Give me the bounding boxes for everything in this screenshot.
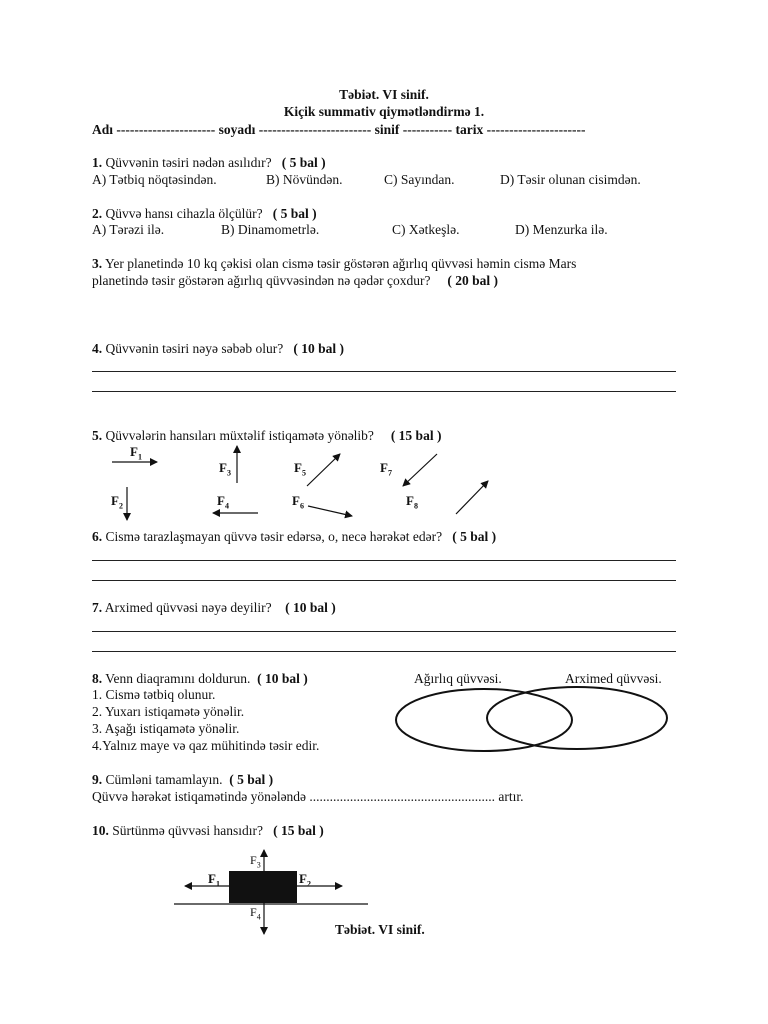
force-label-f6: $F_6$ [292, 493, 304, 511]
question-10 [92, 822, 324, 839]
venn-circle-left [396, 689, 572, 751]
q1-option-c: C) Sayından. [384, 172, 455, 187]
q2-option-c: C) Xətkeşlə. [392, 222, 460, 237]
question-points: ( 5 bal ) [229, 772, 274, 787]
question-2 [92, 205, 317, 222]
question-text: Qüvvə hansı cihazla ölçülür? [102, 206, 263, 221]
question-7 [92, 599, 336, 616]
question-3-line2 [92, 272, 498, 289]
question-number: 2. [92, 206, 103, 221]
question-number: 4. [92, 341, 103, 356]
force-label-f7: $F_7$ [380, 460, 392, 478]
page-title: Təbiət. VI sinif. [339, 87, 429, 102]
force-label-f8: $F_8$ [406, 493, 418, 511]
question-3 [92, 255, 576, 272]
q1-option-b: B) Növündən. [266, 172, 343, 187]
friction-label-f1: $F_1$ [208, 871, 220, 889]
answer-line [92, 560, 676, 561]
q8-item-3: 3. Aşağı istiqamətə yönəlir. [92, 721, 240, 736]
question-9 [92, 771, 273, 788]
friction-label-f4: $F_4$ [250, 905, 261, 922]
question-text: Qüvvənin təsiri nədən asılıdır? [102, 155, 272, 170]
block [229, 871, 297, 903]
question-8 [92, 670, 308, 687]
question-1 [92, 154, 326, 171]
q1-option-a: A) Tətbiq nöqtəsindən. [92, 172, 217, 187]
question-number: 5. [92, 428, 103, 443]
venn-label-right: Arximed qüvvəsi. [565, 671, 662, 686]
arrow-f8 [456, 481, 488, 514]
question-4 [92, 340, 344, 357]
question-points: ( 5 bal ) [452, 529, 497, 544]
question-points: ( 10 bal ) [257, 671, 308, 686]
q2-option-a: A) Tərəzi ilə. [92, 222, 165, 237]
question-number: 10. [92, 823, 109, 838]
question-text: Cismə tarazlaşmayan qüvvə təsir edərsə, o, necə hərəkət edər? [102, 529, 443, 544]
force-label-f1: $F_1$ [130, 444, 142, 462]
question-text: Sürtünmə qüvvəsi hansıdır? [108, 823, 263, 838]
question-text: Arximed qüvvəsi nəyə deyilir? [102, 600, 272, 615]
question-6 [92, 528, 496, 545]
question-number: 8. [92, 671, 103, 686]
question-number: 3. [92, 256, 103, 271]
answer-line [92, 651, 676, 652]
venn-circle-right [487, 687, 667, 749]
arrow-f5 [307, 454, 340, 486]
force-label-f4: $F_4$ [217, 493, 229, 511]
answer-line [92, 580, 676, 581]
q8-item-4: 4.Yalnız maye və qaz mühitində təsir edir. [92, 738, 320, 753]
question-text-line2: planetində təsir göstərən ağırlıq qüvvəsindən nə qədər çoxdur? [92, 273, 431, 288]
question-number: 1. [92, 155, 103, 170]
question-text: Cümləni tamamlayın. [102, 772, 223, 787]
question-points: ( 10 bal ) [285, 600, 336, 615]
venn-diagram [392, 684, 682, 754]
question-text: Venn diaqramını doldurun. [102, 671, 251, 686]
arrow-f6 [308, 506, 352, 516]
student-info-fields: Adı ---------------------- soyadı ------------------------- sinif ----------- tarix ---------------------- [92, 122, 586, 137]
question-points: ( 5 bal ) [281, 155, 326, 170]
force-label-f3: $F_3$ [219, 460, 231, 478]
question-points: ( 20 bal ) [447, 273, 499, 288]
question-text: Qüvvənin təsiri nəyə səbəb olur? [102, 341, 284, 356]
question-points: ( 15 bal ) [273, 823, 324, 838]
force-label-f2: $F_2$ [111, 493, 123, 511]
question-points: ( 10 bal ) [293, 341, 344, 356]
force-label-f5: $F_5$ [294, 460, 306, 478]
friction-label-f2: $F_2$ [299, 871, 311, 889]
question-text: Qüvvələrin hansıları müxtəlif istiqamətə yönəlib? [102, 428, 374, 443]
question-number: 7. [92, 600, 103, 615]
question-points: ( 15 bal ) [390, 428, 442, 443]
q9-sentence: Qüvvə hərəkət istiqamətində yönələndə ....................................................... artır. [92, 789, 524, 804]
q8-item-2: 2. Yuxarı istiqamətə yönəlir. [92, 704, 245, 719]
footer-title: Təbiət. VI sinif. [335, 922, 425, 937]
question-points: ( 5 bal ) [272, 206, 317, 221]
page-subtitle: Kiçik summativ qiymətləndirmə 1. [283, 104, 485, 119]
q2-option-b: B) Dinamometrlə. [221, 222, 320, 237]
question-text-line1: Yer planetində 10 kq çəkisi olan cismə təsir göstərən ağırlıq qüvvəsi həmin cismə Mars [102, 256, 577, 271]
question-number: 9. [92, 772, 103, 787]
answer-line [92, 631, 676, 632]
q8-item-1: 1. Cismə tətbiq olunur. [92, 687, 216, 702]
answer-line [92, 391, 676, 392]
answer-line [92, 371, 676, 372]
q2-option-d: D) Menzurka ilə. [515, 222, 608, 237]
q1-option-d: D) Təsir olunan cisimdən. [500, 172, 641, 187]
question-number: 6. [92, 529, 103, 544]
friction-label-f3: $F_3$ [250, 853, 261, 870]
venn-label-left: Ağırlıq qüvvəsi. [414, 671, 502, 686]
arrow-f7 [403, 454, 437, 486]
